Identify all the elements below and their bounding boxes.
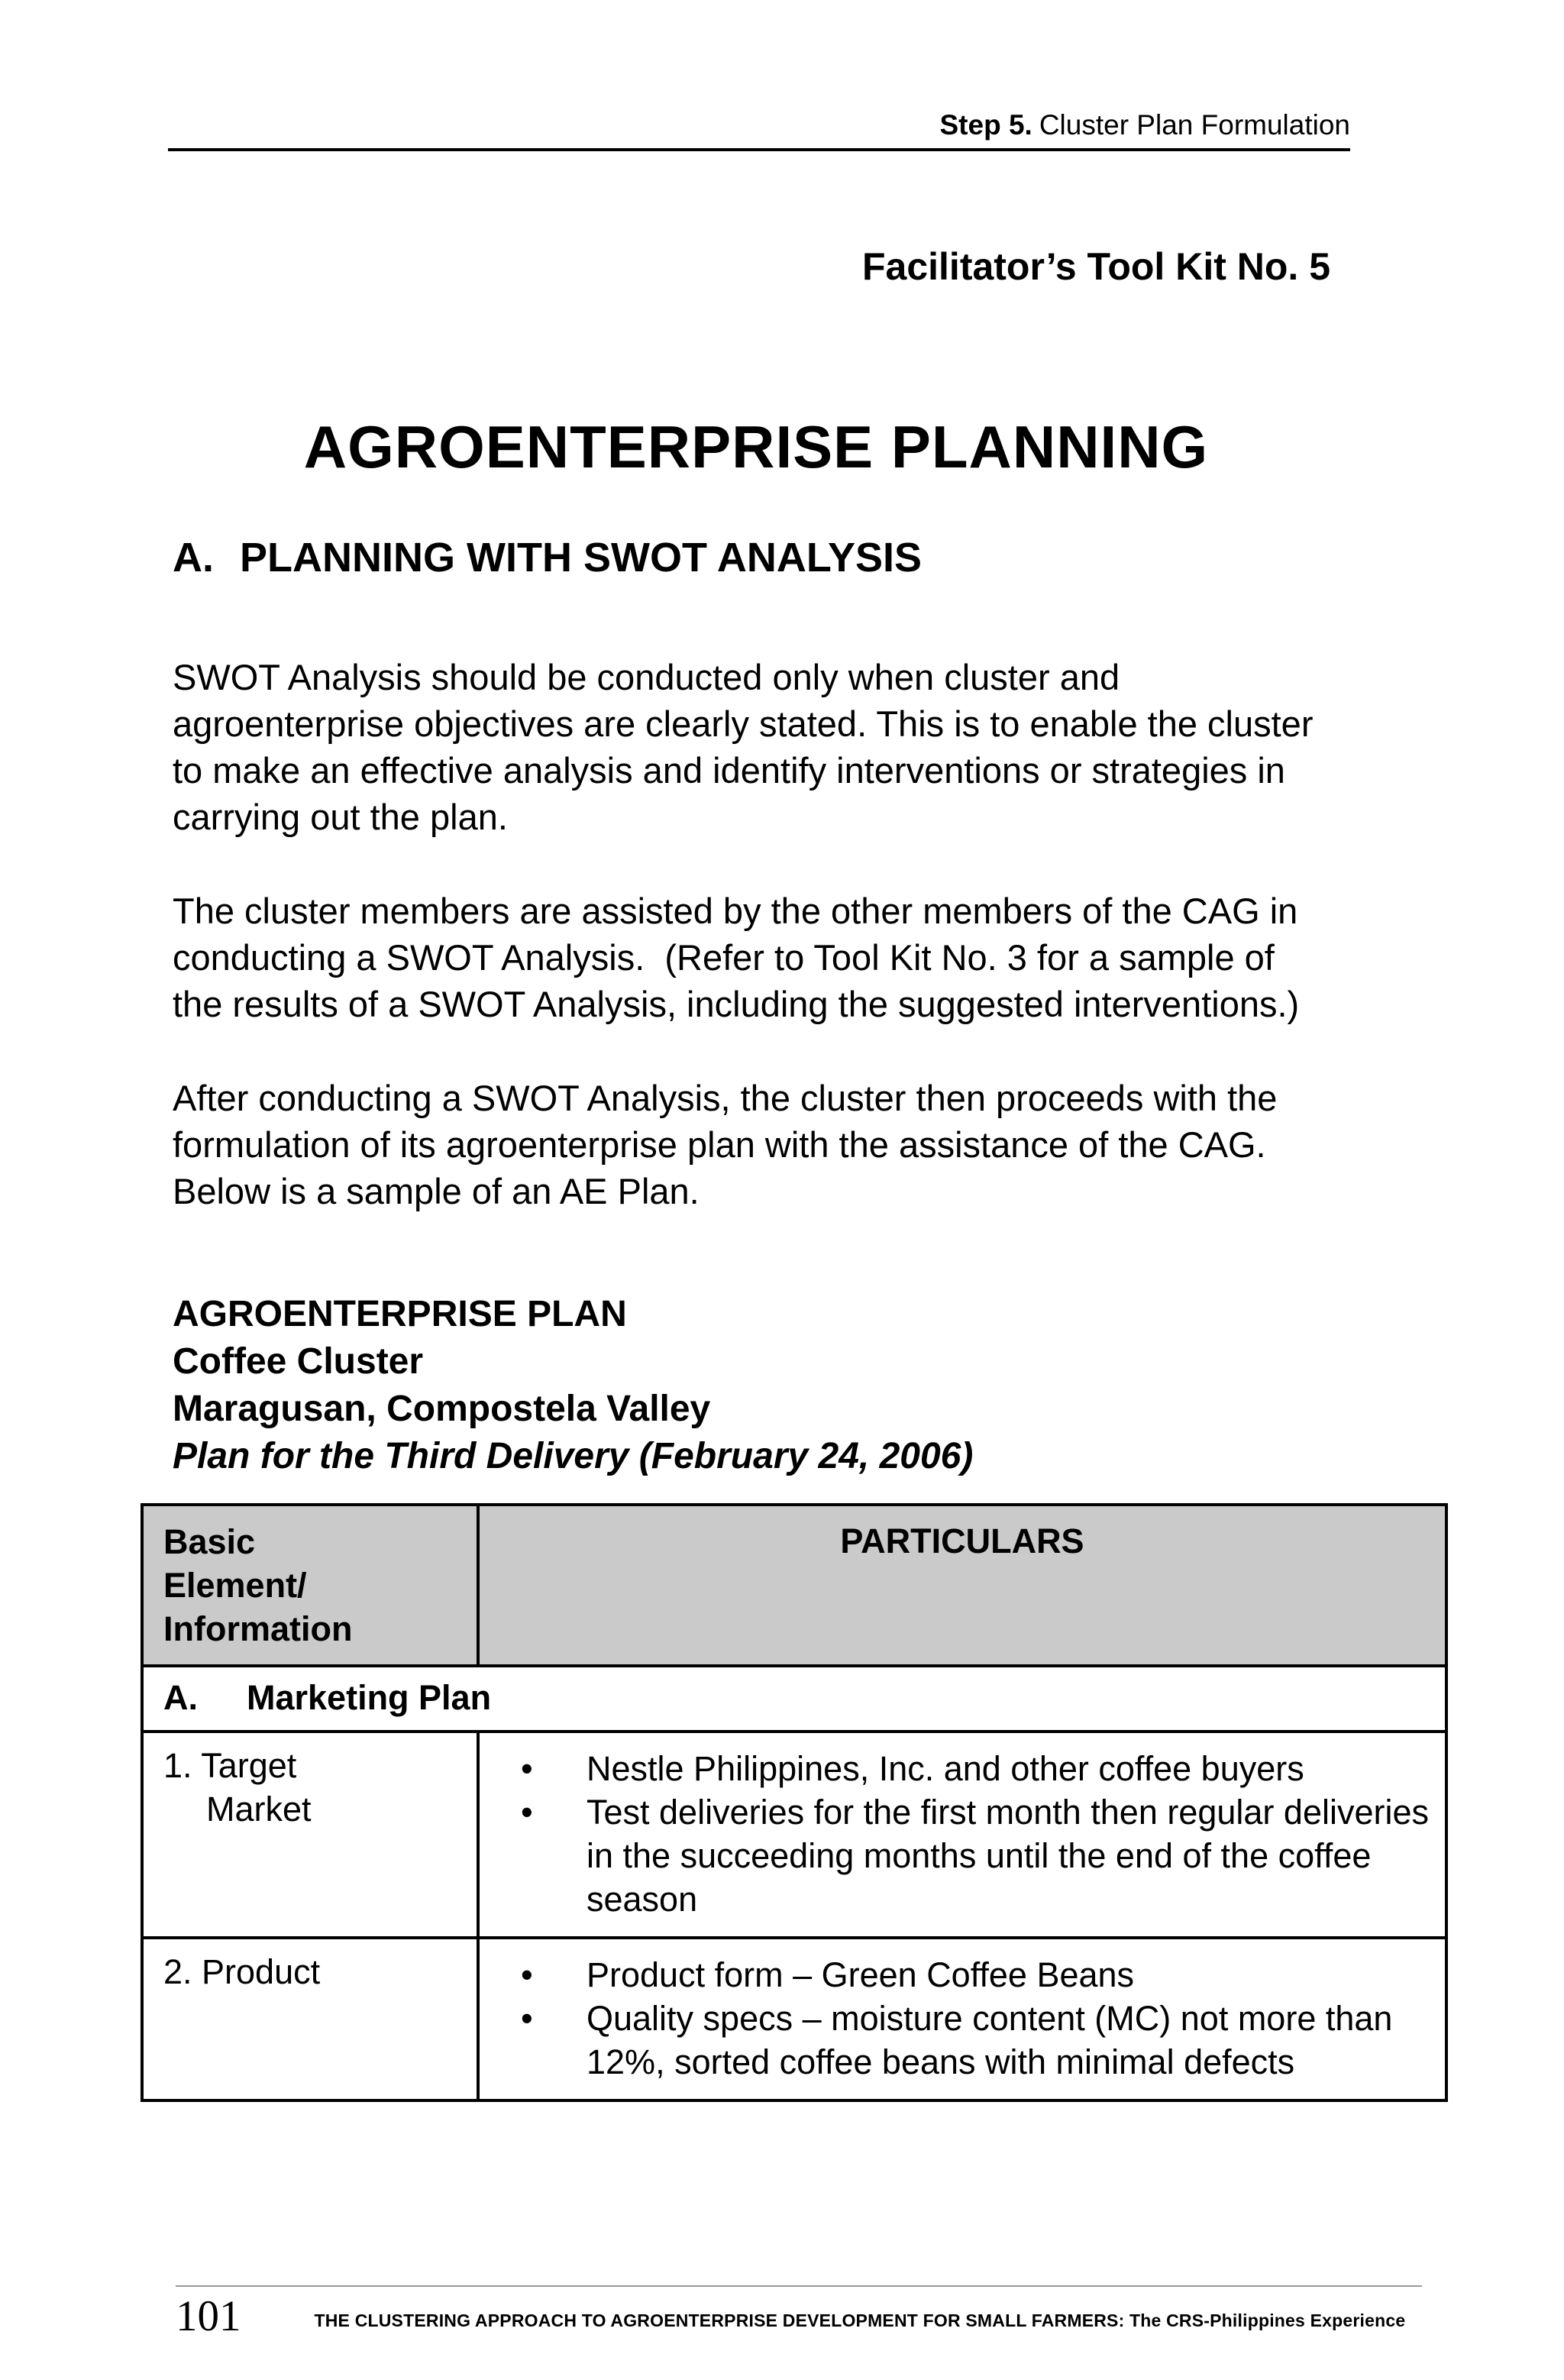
table-section-title: Marketing Plan: [247, 1678, 492, 1717]
label-line-1: 1. Target: [163, 1746, 297, 1785]
row-label-product: [142, 1938, 478, 2100]
table-header-row: [142, 1505, 1446, 1666]
footer-divider: [176, 2285, 1422, 2287]
row-particulars-product: [478, 1938, 1446, 2100]
label-line-1: 2. Product: [163, 1952, 321, 1991]
header-step-title: Cluster Plan Formulation: [1039, 109, 1350, 141]
plan-location: Maragusan, Compostela Valley: [173, 1389, 711, 1429]
table-section-prefix: A.: [163, 1678, 198, 1717]
bullet-text: Test deliveries for the first month then regular deliveries in the succeeding months until the end of the coffee season: [586, 1793, 1430, 1919]
page-footer: [176, 2294, 1489, 2338]
bullet-text: Nestle Philippines, Inc. and other coffee buyers: [586, 1749, 1304, 1788]
running-header: [168, 108, 1350, 151]
header-cell-basic-element: [142, 1505, 478, 1666]
label-line-2: Market: [206, 1790, 312, 1829]
bullet-icon: •: [521, 1999, 533, 2038]
plan-delivery-line: Plan for the Third Delivery (February 24, 2006): [173, 1436, 974, 1476]
paragraph-1: SWOT Analysis should be conducted only when cluster and agroenterprise objectives are clearly stated. This is to enable the cluster to make an effective analysis and identify interventions or strategies in carrying out the plan.: [173, 657, 1323, 837]
table-row: [142, 1732, 1446, 1938]
page-title: AGROENTERPRISE PLANNING: [303, 413, 1209, 480]
section-title: PLANNING WITH SWOT ANALYSIS: [240, 535, 923, 580]
footer-text: THE CLUSTERING APPROACH TO AGROENTERPRISE DEVELOPMENT FOR SMALL FARMERS: The CRS-Philippines Experience: [314, 2310, 1406, 2330]
section-prefix: A.: [173, 535, 214, 580]
page-number: 101: [176, 2292, 241, 2340]
paragraph-2: The cluster members are assisted by the other members of the CAG in conducting a SWOT Analysis. (Refer to Tool Kit No. 3 for a sample of the results of a SWOT Analysis, including the suggested interventions.): [173, 891, 1308, 1024]
table-section-row: [142, 1666, 1446, 1732]
paragraph-3: After conducting a SWOT Analysis, the cluster then proceeds with the formulation of its agroenterprise plan with the assistance of the CAG. Below is a sample of an AE Plan.: [173, 1078, 1288, 1211]
plan-cluster-name: Coffee Cluster: [173, 1341, 424, 1382]
row-label-target-market: [142, 1732, 478, 1938]
plan-title: AGROENTERPRISE PLAN: [173, 1294, 627, 1334]
section-heading: [173, 535, 1394, 580]
bullet-text: Quality specs – moisture content (MC) not more than 12%, sorted coffee beans with minimal defects: [586, 1999, 1393, 2081]
content-column: [163, 535, 1430, 2102]
bullet-icon: •: [521, 1955, 533, 1994]
header-cell-particulars: PARTICULARS: [478, 1505, 1446, 1666]
bullet-icon: •: [521, 1749, 533, 1788]
header-line-1: Basic: [163, 1522, 256, 1561]
ae-plan-table: [141, 1503, 1448, 2102]
header-step-label: Step 5.: [939, 109, 1032, 141]
toolkit-label: Facilitator’s Tool Kit No. 5: [861, 245, 1330, 288]
bullet-item: [480, 1790, 1430, 1921]
bullet-item: [480, 1747, 1430, 1790]
bullet-icon: •: [521, 1793, 533, 1832]
plan-heading-block: [173, 1291, 1394, 1480]
table-row: [142, 1938, 1446, 2100]
header-line-3: Information: [163, 1609, 353, 1648]
bullet-text: Product form – Green Coffee Beans: [586, 1955, 1135, 1994]
bullet-item: [480, 1997, 1430, 2084]
row-particulars-target-market: [478, 1732, 1446, 1938]
section-cell-marketing-plan: [142, 1666, 1446, 1732]
header-line-2: Element/: [163, 1566, 307, 1605]
bullet-item: [480, 1953, 1430, 1997]
